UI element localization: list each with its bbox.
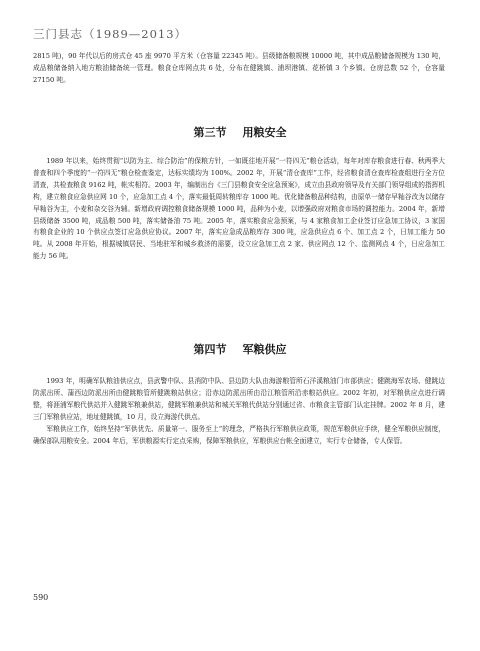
section-number: 第四节 [193,343,227,356]
paragraph: 2815 吨)，90 年代以后的房式仓 45 座 9970 平方米（仓容量 22345 吨）。县级储备粮规模 10000 吨，其中成品粮储备规模为 130 吨，成品粮储备纳入地方粮油储备统一管理。粮食仓库网点共 6 处，分布在健跳镇、浦坝港镇、花桥镇 3 个乡镇。仓房总数 52 个，仓容量 27150 吨。 [33,52,446,84]
paragraph: 1993 年，明确军队粮油供应点，县武警中队、县消防中队、县边防大队由海游粮管所石洋溪粮油门市部供应；健跳海军农场、健跳边防派出所、蒲西边防派出所由健跳粮管所健跳粮站供应；沿赤边防派出所由沿江粮管所沿赤粮站供应。2002 年初，对军粮供应点进行调整，将涯浦军粮代供站并入健跳军粮兼供站，健跳军粮兼供站和城关军粮代供站分别通过省、市粮食主管部门认定挂牌。2002 年 8 月，建三门军粮供应站，地址健跳镇，10 月，设立海游代供点。 [33,377,445,421]
section-title: 军粮供应 [242,343,287,356]
section-body-grain-safety [33,156,445,263]
paragraph: 1989 年以来，始终贯彻“以防为主、综合防治”的保粮方针，一如既往地开展“一符四无”粮仓活动，每年对库存粮食进行春、秋两季大普查和四个季度的“一符四无”粮仓检查鉴定，达标实绩均为 100%。2002 年，开展“清仓查库”工作，经省粮食清仓查库检查组进行全方位清查，共检查粮食 9162 吨，帐实相符。2003 年，编制出台《三门县粮食安全应急预案》，成立由县政府领导及有关部门领导组成的指挥机构，建立粮食应急供应网 10 个，应急加工点 4 个，落实最低周转粮库存 1000 吨。优化储备粮品种结构，由原单一储存早籼谷改为以储存早籼谷为主，小麦和杂交谷为辅。新增政府调控粮食储备规模 1000 吨，品种为小麦，以增强政府对粮食市场的调控能力。2004 年，新增县级储备 3500 吨，成品粮 500 吨，落实储备油 75 吨。2005 年，落实粮食应急预案，与 4 家粮食加工企业签订应急加工协议，3 家国有粮食企业的 10 个供应点签订应急供应协议。2007 年，落实应急成品粮库存 300 吨，应急供应点 6 个、加工点 2 个，日加工能力 50 吨。从 2008 年开始，根据城镇居民、当地驻军和城乡救济的需要，设立应急加工点 2 家、供应网点 12 个、监测网点 4 个，日应急加工能力 56 吨。 [33,157,445,261]
section-number: 第三节 [193,126,227,139]
section-title: 用粮安全 [242,126,287,139]
continued-text-block [33,51,445,87]
paragraph: 军粮供应工作，始终坚持“军供优先、质量第一、服务至上”的理念，严格执行军粮供应政策，规范军粮供应手续，健全军粮供应制度，确保部队用粮安全。2004 年后，军供粮源实行定点采购，保障军粮供应，军粮供应台帐全面建立，实行专仓储备，专人保管。 [33,424,445,445]
section-heading-grain-safety [0,124,480,140]
page-number: 590 [33,593,49,602]
section-body-military-grain [33,376,445,447]
running-header: 三门县志（1989—2013） [33,27,188,41]
section-heading-military-grain [0,341,480,357]
